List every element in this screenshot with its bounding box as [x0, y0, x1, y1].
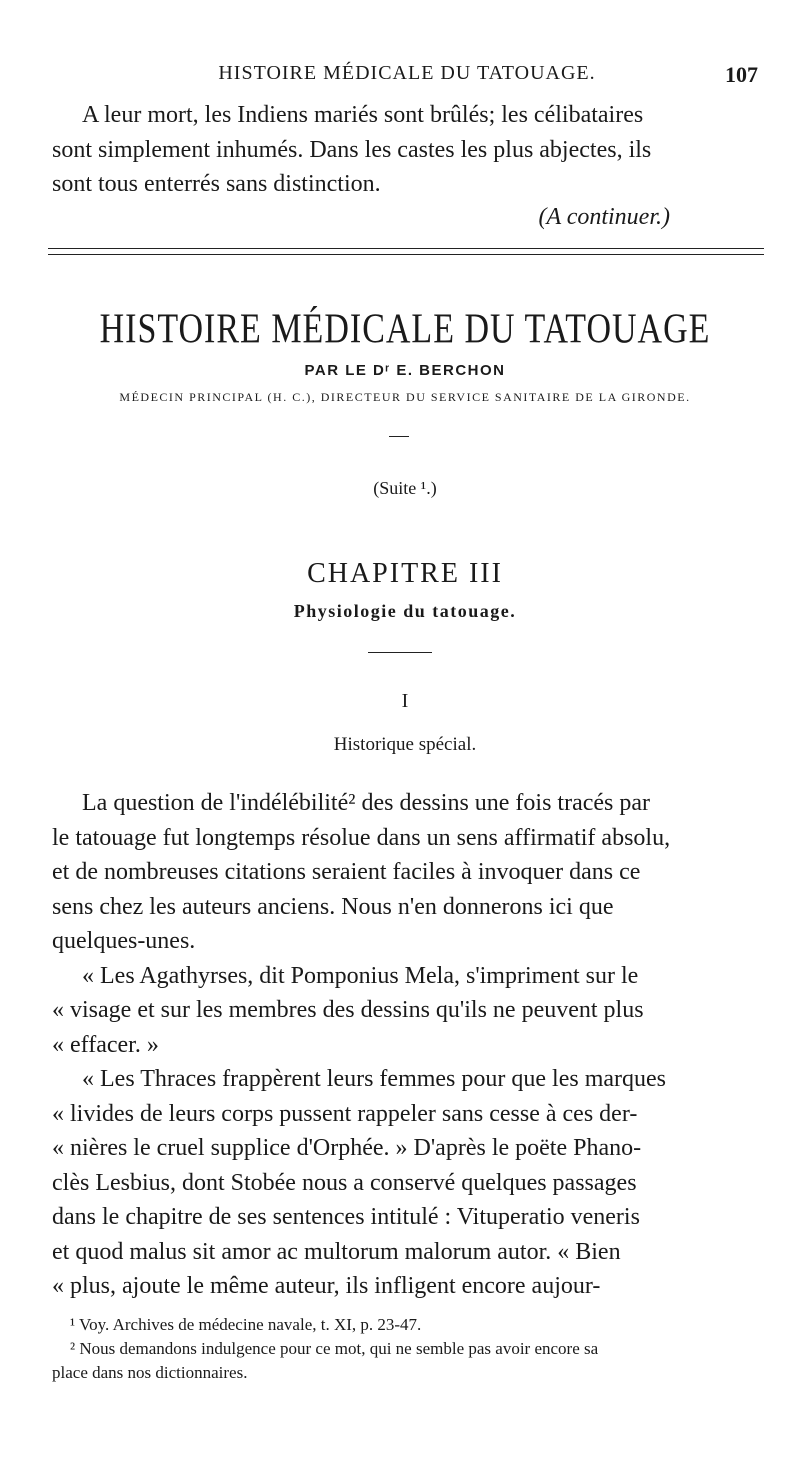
- chapter-subtitle: Physiologie du tatouage.: [293, 601, 517, 621]
- body-paragraphs: [52, 786, 758, 1304]
- text-line: sont simplement inhumés. Dans les castes les plus abjectes, ils: [52, 136, 652, 163]
- chapter-heading: CHAPITRE III: [307, 558, 503, 589]
- text-line: « livides de leurs corps pussent rappeler sans cesse à ces der-: [52, 1100, 638, 1127]
- paragraph-1: [52, 786, 758, 959]
- author-affiliation: MÉDECIN PRINCIPAL (H. C.), DIRECTEUR DU SERVICE SANITAIRE DE LA GIRONDE.: [119, 390, 691, 404]
- section-number: I: [401, 690, 409, 712]
- short-dash-divider: [389, 436, 409, 437]
- page-number: 107: [725, 62, 758, 87]
- text-line: A leur mort, les Indiens mariés sont brûlés; les célibataires: [82, 102, 644, 128]
- text-line: « plus, ajoute le même auteur, ils infligent encore aujour-: [52, 1273, 601, 1299]
- intro-paragraph: [52, 98, 758, 202]
- paragraph-2: [52, 959, 758, 1063]
- footnote-1: ¹ Voy. Archives de médecine navale, t. XI, p. 23-47.: [70, 1315, 422, 1334]
- text-line: le tatouage fut longtemps résolue dans un sens affirmatif absolu,: [52, 824, 671, 851]
- continuation-note: (A continuer.): [538, 204, 670, 230]
- text-line: dans le chapitre de ses sentences intitulé : Vituperatio veneris: [52, 1204, 640, 1230]
- section-title: Historique spécial.: [333, 734, 477, 755]
- paragraph-3: [52, 1062, 758, 1304]
- text-line: clès Lesbius, dont Stobée nous a conservé quelques passages: [52, 1169, 637, 1196]
- text-line: et de nombreuses citations seraient faciles à invoquer dans ce: [52, 859, 641, 885]
- footnote-2: ² Nous demandons indulgence pour ce mot, qui ne semble pas avoir encore sa: [70, 1339, 599, 1358]
- article-byline: PAR LE Dʳ E. BERCHON: [304, 362, 506, 379]
- text-line: « Les Agathyrses, dit Pomponius Mela, s'impriment sur le: [82, 962, 639, 989]
- running-header: [52, 62, 762, 92]
- text-line: « effacer. »: [52, 1031, 159, 1058]
- text-line: La question de l'indélébilité² des dessins une fois tracés par: [82, 790, 651, 816]
- text-line: « visage et sur les membres des dessins qu'ils ne peuvent plus: [52, 997, 644, 1023]
- running-title: HISTOIRE MÉDICALE DU TATOUAGE.: [218, 62, 596, 84]
- double-rule-divider: [48, 248, 764, 255]
- text-line: quelques-unes.: [52, 928, 196, 954]
- short-rule-divider: [368, 652, 432, 653]
- text-line: et quod malus sit amor ac multorum malorum autor. « Bien: [52, 1238, 621, 1265]
- text-line: sens chez les auteurs anciens. Nous n'en donnerons ici que: [52, 893, 614, 920]
- text-line: « nières le cruel supplice d'Orphée. » D'après le poëte Phano-: [52, 1135, 642, 1161]
- footnote-2-continued: place dans nos dictionnaires.: [52, 1363, 248, 1382]
- footnotes: [52, 1313, 758, 1385]
- suite-note: (Suite ¹.): [373, 478, 437, 498]
- text-line: « Les Thraces frappèrent leurs femmes pour que les marques: [82, 1066, 667, 1092]
- text-line: sont tous enterrés sans distinction.: [52, 171, 381, 197]
- article-title: HISTOIRE MÉDICALE DU TATOUAGE: [99, 306, 711, 353]
